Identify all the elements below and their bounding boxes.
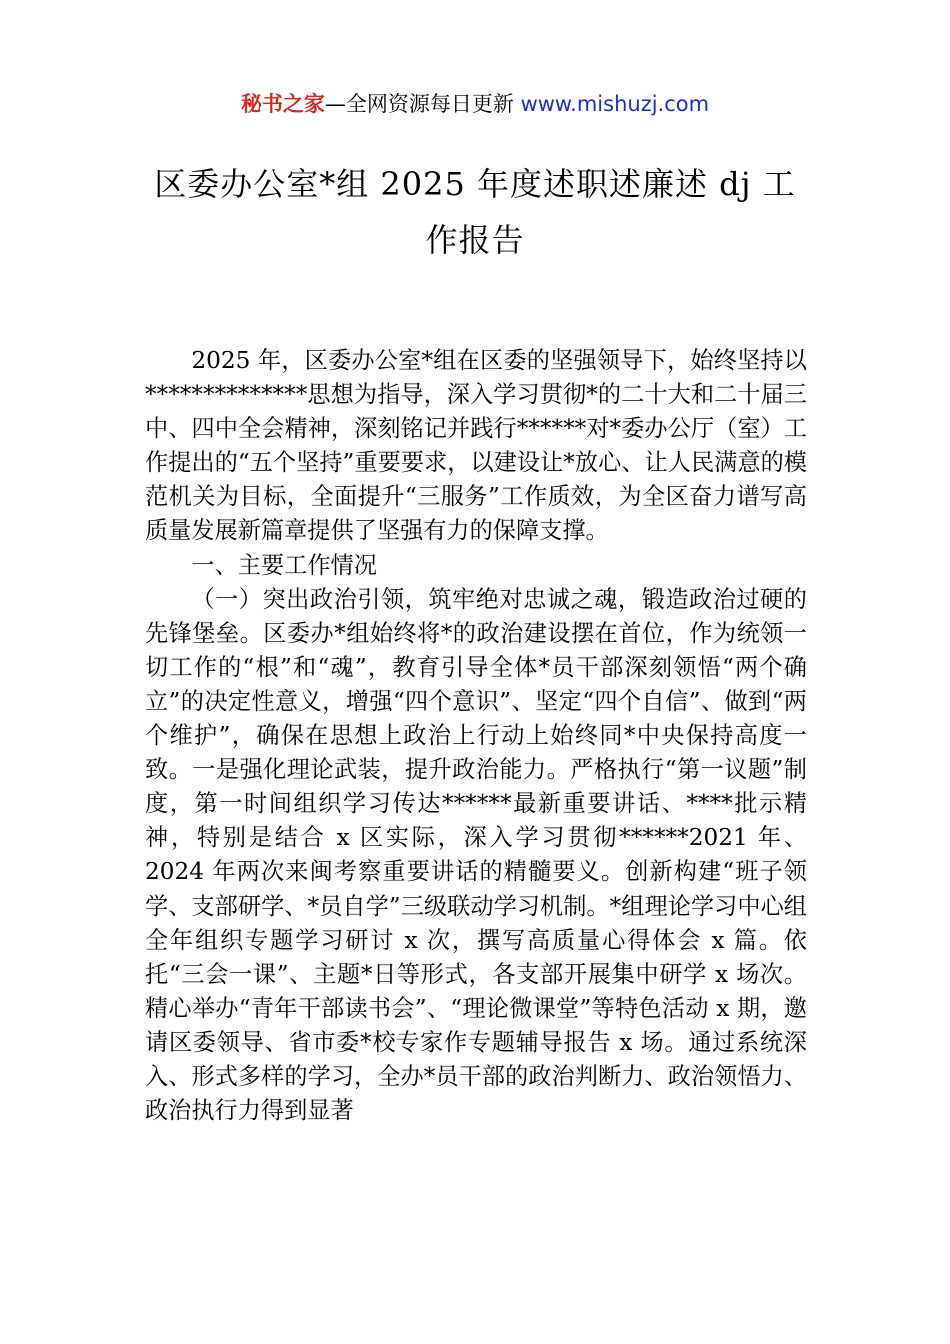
- brand-name: 秘书之家: [240, 92, 325, 116]
- section-heading: 一、主要工作情况: [191, 551, 377, 579]
- title-line-2: 作报告: [425, 221, 525, 259]
- intro-paragraph: 2025 年，区委办公室*组在区委的坚强领导下，始终坚持以**************思想为指导，深入学习贯彻*的二十大和二十届三中、四中全会精神，深刻铭记并践行******对*委办公厅（室）工作提出的“五个坚持”重要要求，以建设让*放心、让人民满意的模范机关为目标，全面提升“三服务”工作质效，为全区奋力谱写高质量发展新篇章提供了坚强有力的保障支撑。: [145, 347, 807, 545]
- site-header: [0, 88, 950, 120]
- title-line-1: 区委办公室*组 2025 年度述职述廉述 dj 工: [154, 165, 796, 203]
- website-link[interactable]: www.mishuzj.com: [520, 92, 710, 116]
- document-body: [145, 344, 807, 1128]
- header-slogan: —全网资源每日更新: [324, 92, 514, 116]
- document-title: [145, 156, 805, 268]
- body-paragraph: （一）突出政治引领，筑牢绝对忠诚之魂，锻造政治过硬的先锋堡垒。区委办*组始终将*的政治建设摆在首位，作为统领一切工作的“根”和“魂”，教育引导全体*员干部深刻领悟“两个确立”的决定性意义，增强“四个意识”、坚定“四个自信”、做到“两个维护”，确保在思想上政治上行动上始终同*中央保持高度一致。一是强化理论武装，提升政治能力。严格执行“第一议题”制度，第一时间组织学习传达******最新重要讲话、****批示精神，特别是结合 x 区实际，深入学习贯彻******2021 年、2024 年两次来闽考察重要讲话的精髓要义。创新构建“班子领学、支部研学、*员自学”三级联动学习机制。*组理论学习中心组全年组织专题学习研讨 x 次，撰写高质量心得体会 x 篇。依托“三会一课”、主题*日等形式，各支部开展集中研学 x 场次。精心举办“青年干部读书会”、“理论微课堂”等特色活动 x 期，邀请区委领导、省市委*校专家作专题辅导报告 x 场。通过系统深入、形式多样的学习，全办*员干部的政治判断力、政治领悟力、政治执行力得到显著: [145, 585, 807, 1125]
